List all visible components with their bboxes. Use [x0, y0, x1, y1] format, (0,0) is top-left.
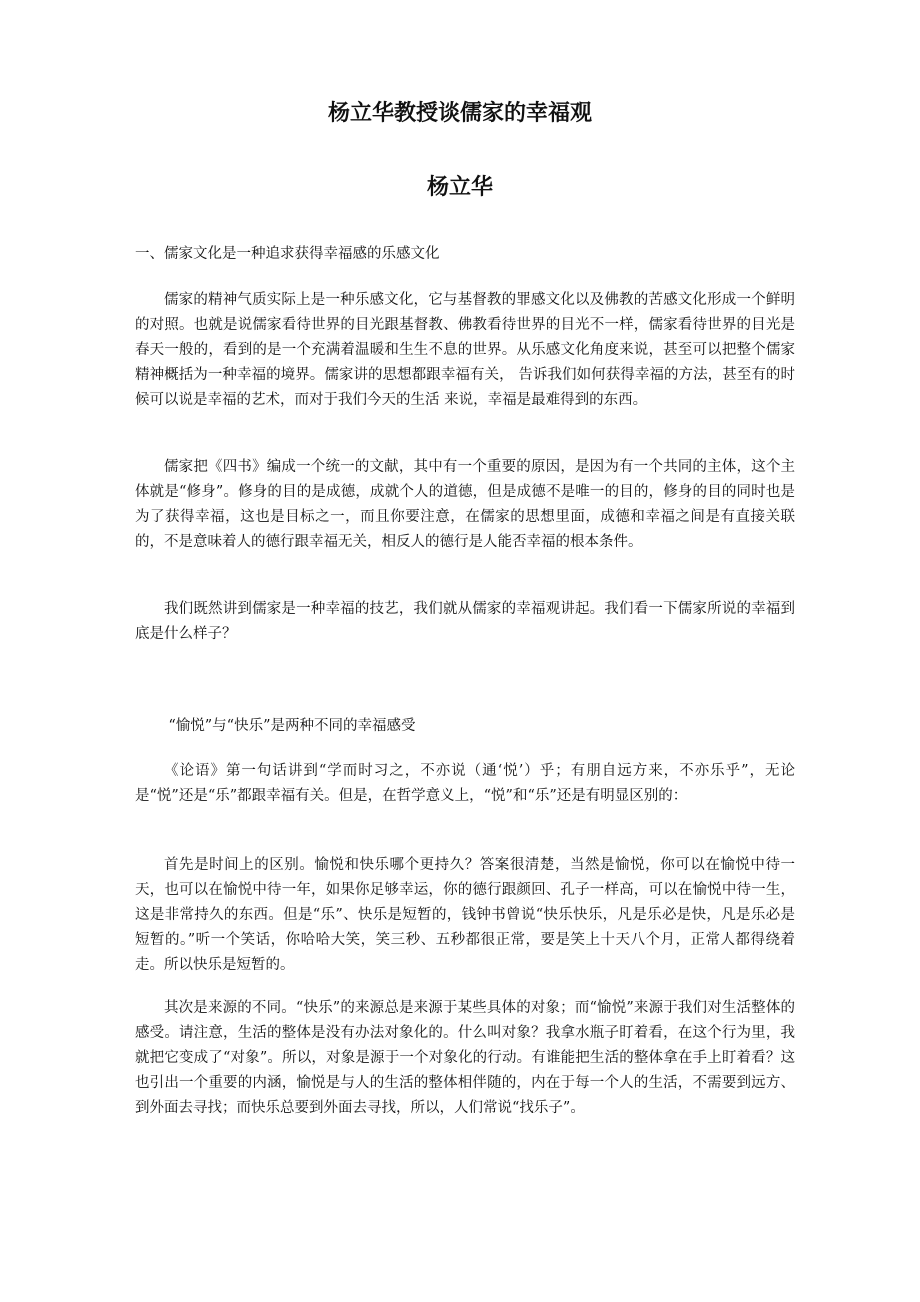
paragraph-3: 我们既然讲到儒家是一种幸福的技艺，我们就从儒家的幸福观讲起。我们看一下儒家所说的幸福到底是什么样子？ [135, 601, 795, 642]
paragraph-4: 《论语》第一句话讲到“学而时习之，不亦说（通‘悦’）乎；有朋自远方来，不亦乐乎”，无论是“悦”还是“乐”都跟幸福有关。但是，在哲学意义上，“悦”和“乐”还是有明显区别的： [135, 763, 795, 804]
document-title: 杨立华教授谈儒家的幸福观 [327, 101, 592, 126]
paragraph-6: 其次是来源的不同。“快乐”的来源总是来源于某些具体的对象；而“愉悦”来源于我们对生活整体的感受。请注意，生活的整体是没有办法对象化的。什么叫对象？我拿水瓶子盯着看，在这个行为里，我就把它变成了“对象”。所以，对象是源于一个对象化的行动。有谁能把生活的整体拿在手上盯着看？这也引出一个重要的内涵，愉悦是与人的生活的整体相伴随的，内在于每一个人的生活，不需要到远方、到外面去寻找；而快乐总要到外面去寻找，所以，人们常说“找乐子”。 [135, 1000, 795, 1116]
section-heading-1: 一、儒家文化是一种追求获得幸福感的乐感文化 [135, 246, 440, 262]
paragraph-5: 首先是时间上的区别。愉悦和快乐哪个更持久？答案很清楚，当然是愉悦，你可以在愉悦中待一天，也可以在愉悦中待一年，如果你足够幸运，你的德行跟颜回、孔子一样高，可以在愉悦中待一生，这是非常持久的东西。但是“乐”、快乐是短暂的，钱钟书曾说“快乐快乐，凡是乐必是快，凡是乐必是短暂的。”听一个笑话，你哈哈大笑，笑三秒、五秒都很正常，要是笑上十天八个月，正常人都得绕着走。所以快乐是短暂的。 [135, 857, 795, 973]
document-author: 杨立华 [426, 175, 493, 200]
section-heading-2: “愉悦”与“快乐”是两种不同的幸福感受 [168, 718, 416, 734]
paragraph-2: 儒家把《四书》编成一个统一的文献，其中有一个重要的原因，是因为有一个共同的主体，这个主体就是“修身”。修身的目的是成德，成就个人的道德，但是成德不是唯一的目的，修身的目的同时也是为了获得幸福，这也是目标之一，而且你要注意，在儒家的思想里面，成德和幸福之间是有直接关联的，不是意味着人的德行跟幸福无关，相反人的德行是人能否幸福的根本条件。 [135, 459, 795, 550]
paragraph-1: 儒家的精神气质实际上是一种乐感文化，它与基督教的罪感文化以及佛教的苦感文化形成一个鲜明的对照。也就是说儒家看待世界的目光跟基督教、佛教看待世界的目光不一样，儒家看待世界的目光是春天一般的，看到的是一个充满着温暖和生生不息的世界。从乐感文化角度来说，甚至可以把整个儒家精神概括为一种幸福的境界。儒家讲的思想都跟幸福有关， 告诉我们如何获得幸福的方法，甚至有的时候可以说是幸福的艺术，而对于我们今天的生活 来说，幸福是最难得到的东西。 [135, 292, 795, 408]
